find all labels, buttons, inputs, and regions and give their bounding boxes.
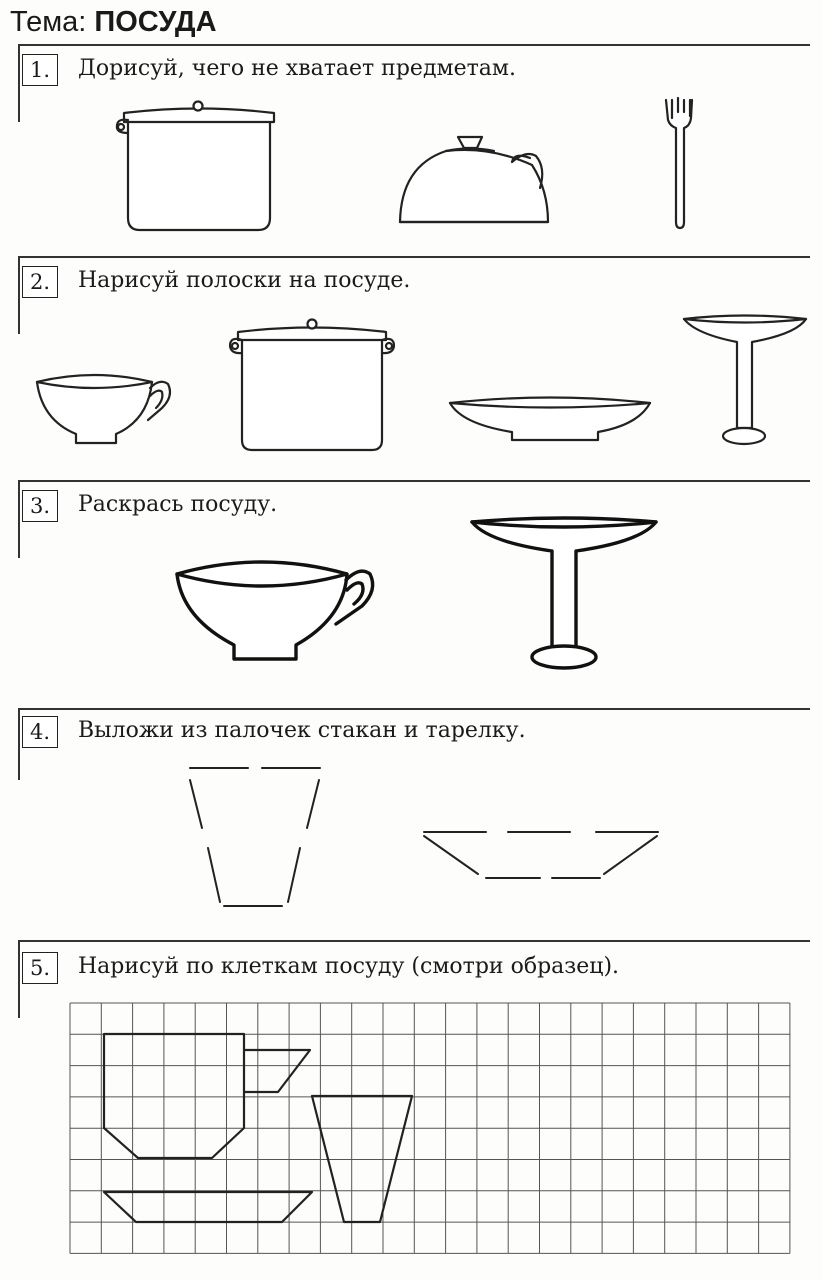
saucer-sample-icon <box>104 1192 312 1222</box>
task-2-number: 2. <box>22 266 58 298</box>
fruit-bowl-icon <box>472 518 656 668</box>
task-3-number: 3. <box>22 490 58 522</box>
task-4-instruction: Выложи из палочек стакан и тарелку. <box>78 718 526 743</box>
title-prefix: Тема: <box>10 6 87 38</box>
cup-icon <box>37 375 170 443</box>
task-1-instruction: Дорисуй, чего не хватает предметам. <box>78 56 517 81</box>
fork-icon <box>666 98 692 228</box>
glass-sticks-icon <box>190 768 320 906</box>
pot-icon <box>117 102 274 231</box>
plate-sticks-icon <box>424 832 658 878</box>
cup-icon <box>177 562 373 659</box>
task-3-instruction: Раскрась посуду. <box>78 492 278 517</box>
task-4-number: 4. <box>22 716 58 748</box>
task-5-number: 5. <box>22 952 58 984</box>
title-topic: ПОСУДА <box>94 6 217 38</box>
cup-sample-icon <box>104 1034 310 1158</box>
plate-icon <box>450 398 650 441</box>
fruit-bowl-icon <box>684 316 806 445</box>
task-1-number: 1. <box>22 54 58 86</box>
task-2-instruction: Нарисуй полоски на посуде. <box>78 268 411 293</box>
drawing-grid <box>70 1003 790 1253</box>
pot-icon <box>230 320 394 451</box>
kettle-icon <box>400 137 548 222</box>
task-5-instruction: Нарисуй по клеткам посуду (смотри образец). <box>78 954 620 979</box>
